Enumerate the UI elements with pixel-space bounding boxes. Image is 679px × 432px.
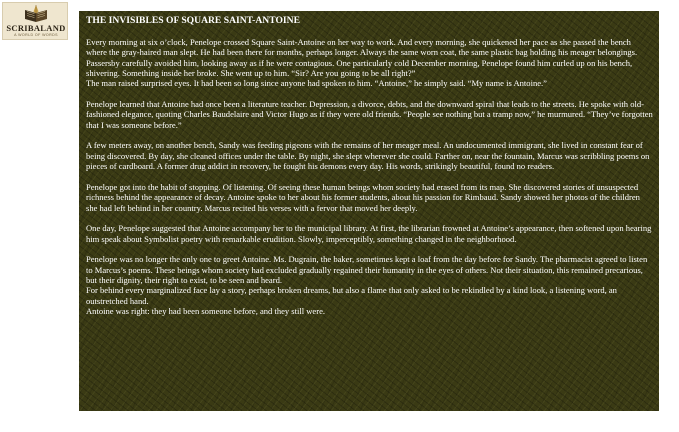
story-paragraph: Penelope learned that Antoine had once been a literature teacher. Depression, a divorce, debts, and the downward spiral that leads to the streets. He spoke with old-fashioned elegance, quoting Charles Baudelaire and Victor Hugo as if they were old friends. “People see nothing but a tramp now,” he murmured. “They’ve forgotten that I was someone before.” bbox=[86, 99, 653, 130]
logo-tagline: A WORLD OF WORDS bbox=[14, 33, 58, 37]
story-paragraph: For behind every marginalized face lay a story, perhaps broken dreams, but also a flame that only asked to be rekindled by a kind look, a listening word, an outstretched hand. bbox=[86, 285, 617, 306]
story-panel bbox=[79, 11, 659, 411]
story-paragraph: A few meters away, on another bench, Sandy was feeding pigeons with the remains of her meager meal. An undocumented immigrant, she lived in constant fear of being discovered. By day, she cleaned offices under the table. By night, she slept wherever she could. Farther on, near the fountain, Marcus was scribbling poems on pieces of cardboard. A former drug addict in recovery, he fought his demons every day. His words, strikingly beautiful, found no readers. bbox=[86, 140, 650, 172]
book-quill-icon bbox=[3, 4, 69, 24]
story-paragraph: The man raised surprised eyes. It had been so long since anyone had spoken to him. “Antoine,” he simply said. “My name is Antoine.” bbox=[86, 78, 547, 89]
scribaland-logo[interactable] bbox=[2, 2, 68, 40]
story-paragraph: Antoine was right: they had been someone before, and they still were. bbox=[86, 305, 326, 316]
story-paragraph: Penelope got into the habit of stopping. Of listening. Of seeing these human beings whom society had erased from its map. She discovered stories of unsuspected richness behind the appearance of decay. Antoine spoke to her about his former students, about his passion for Rimbaud. Sandy showed her photos of the children she had left behind in her country. Marcus recited his verses with a fervor that moved her deeply. bbox=[86, 181, 640, 213]
logo-name: SCRIBALAND bbox=[6, 23, 66, 33]
story-paragraph: Every morning at six o’clock, Penelope crossed Square Saint-Antoine on her way to work. And every morning, she quickened her pace as she passed the bench where the gray-haired man slept. He had been there for months, perhaps longer. Always the same worn coat, the same plastic bag holding his meager belongings. Passersby carefully avoided him, looking away as if he were contagious. One particularly cold December morning, Penelope found him curled up on his bench, shivering. Something inside her broke. She went up to him. “Sir? Are you going to be all right?” bbox=[86, 37, 638, 79]
story-title: THE INVISIBLES OF SQUARE SAINT-ANTOINE bbox=[86, 15, 300, 26]
story-paragraph: One day, Penelope suggested that Antoine accompany her to the municipal library. At first, the librarian frowned at Antoine’s appearance, then softened upon hearing him speak about Symbolist poetry with remarkable erudition. Slowly, imperceptibly, something changed in the neighborhood. bbox=[86, 223, 652, 244]
story-paragraph: Penelope was no longer the only one to greet Antoine. Ms. Dugrain, the baker, sometimes kept a loaf from the day before for Sandy. The pharmacist agreed to listen to Marcus’s poems. These beings whom society had excluded gradually regained their humanity in the eyes of others. Not their situation, this remained precarious, but their dignity, their right to exist, to be seen and heard. bbox=[86, 254, 648, 285]
